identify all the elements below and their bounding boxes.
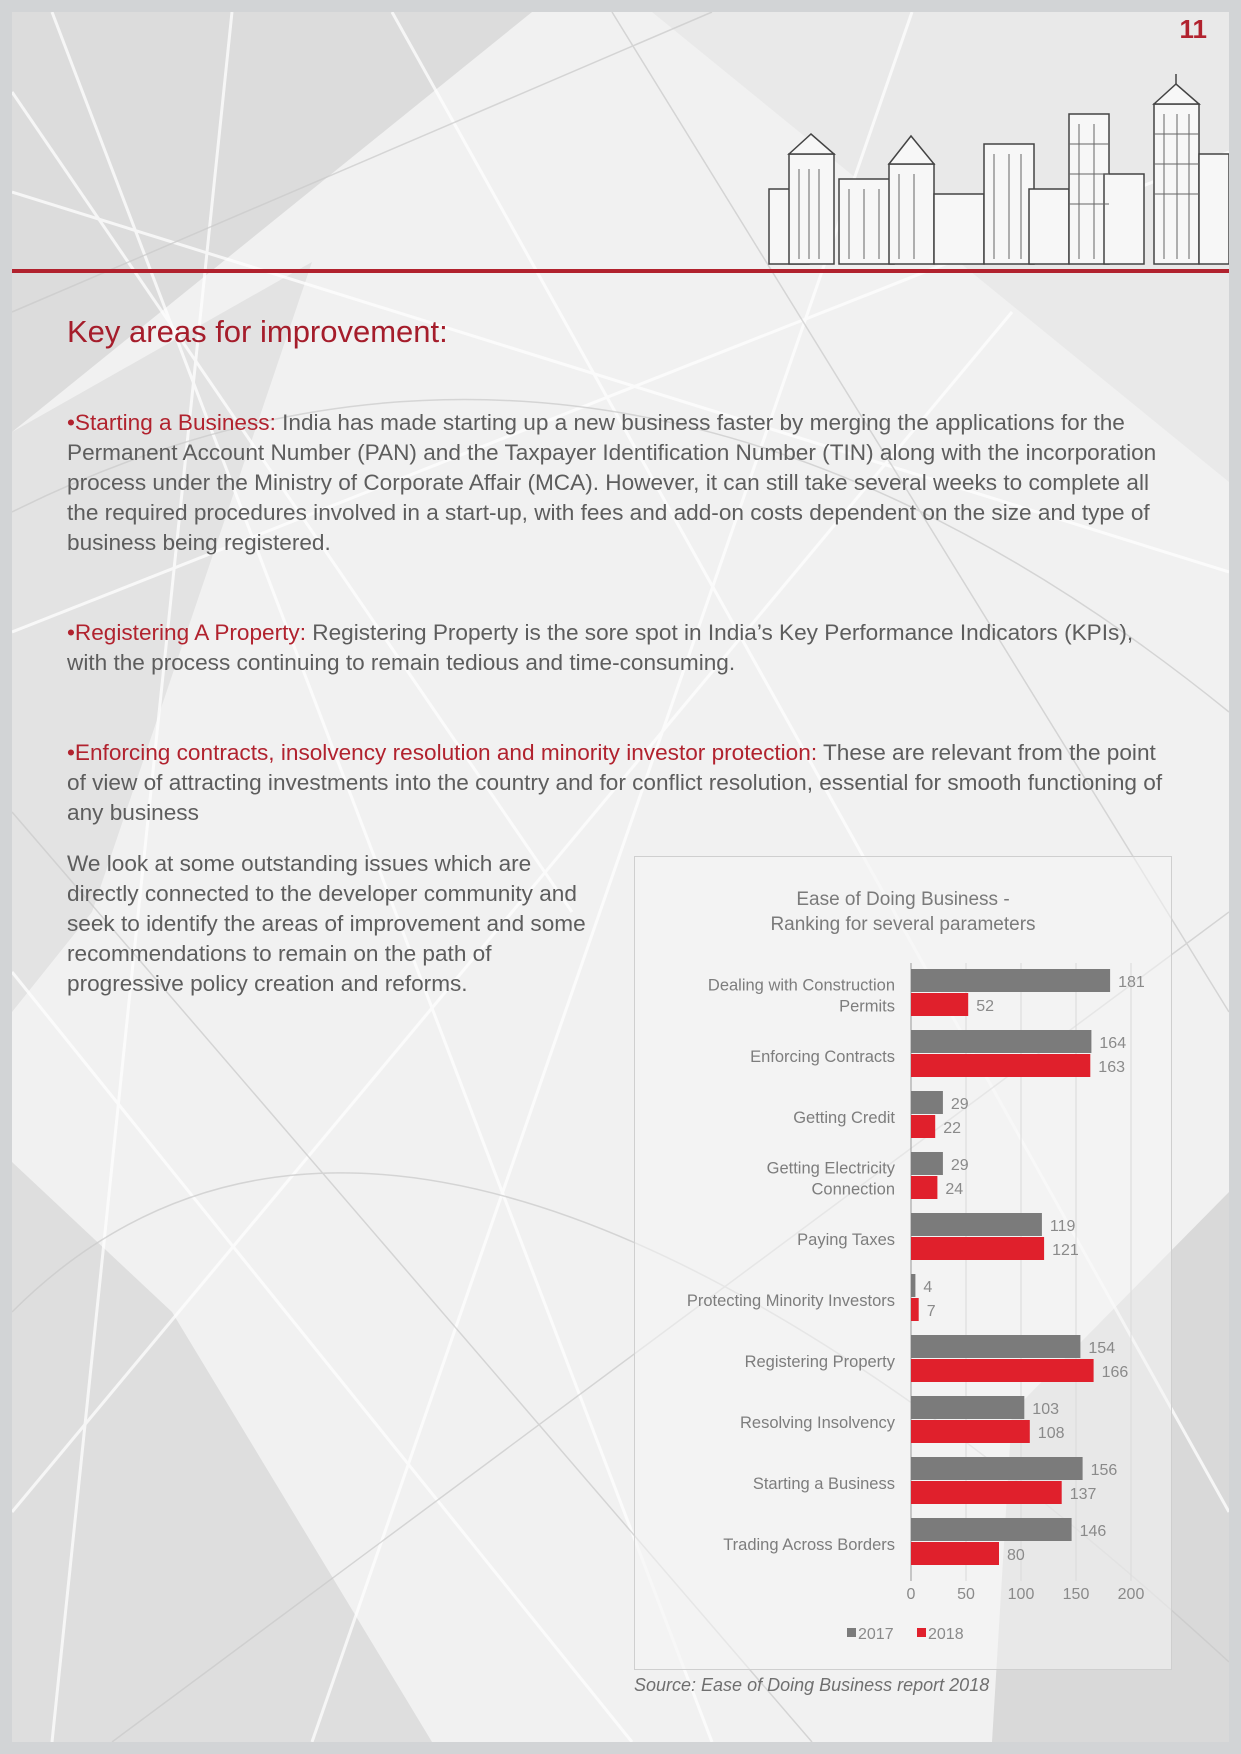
category-label: Getting Electricity Connection — [766, 1159, 895, 1199]
bar-2018 — [911, 1237, 1044, 1260]
data-label-2018: 108 — [1037, 1425, 1065, 1442]
category-label: Getting Credit — [793, 1109, 895, 1127]
bullet-title: •Starting a Business: — [67, 410, 276, 435]
data-label-2018: 121 — [1052, 1242, 1079, 1259]
header-divider — [12, 269, 1229, 273]
bar-2017 — [911, 1274, 915, 1297]
data-label-2018: 52 — [976, 998, 994, 1015]
chart-plot — [635, 857, 1171, 1669]
bullet-text: These are relevant from the point of view of attracting investments into the country and for conflict resolution, essential for smooth functioning of any business — [67, 740, 1163, 825]
chart-title: Ease of Doing Business - — [796, 889, 1010, 910]
data-label-2017: 29 — [950, 1096, 969, 1113]
category-label: Trading Across Borders — [723, 1536, 895, 1554]
data-label-2017: 119 — [1049, 1218, 1076, 1235]
bar-2017 — [911, 1457, 1083, 1480]
bullet-text: Registering Property is the sore spot in India’s Key Performance Indicators (KPIs), with the process continuing to remain tedious and time-consuming. — [67, 620, 1134, 675]
legend-swatch-2018 — [917, 1628, 926, 1637]
bar-2017 — [911, 1030, 1091, 1053]
x-tick-label: 100 — [1007, 1586, 1035, 1603]
x-tick-label: 150 — [1062, 1586, 1090, 1603]
bar-2018 — [911, 1481, 1062, 1504]
bullet-title: •Registering A Property: — [67, 620, 306, 645]
bar-2018 — [911, 1298, 919, 1321]
intro-paragraph: We look at some outstanding issues which are directly connected to the developer community and seek to identify the areas of improvement and some recommendations to remain on the path of progressive policy creation and reforms. — [67, 851, 586, 996]
bar-2017 — [911, 1213, 1042, 1236]
bullet-enforcing-contracts — [67, 738, 1177, 828]
data-label-2017: 103 — [1032, 1401, 1060, 1418]
x-tick-label: 200 — [1117, 1586, 1145, 1603]
bullet-registering-property — [67, 618, 1177, 678]
data-label-2018: 80 — [1007, 1547, 1025, 1564]
bar-2017 — [911, 969, 1110, 992]
bar-2018 — [911, 1420, 1030, 1443]
legend-swatch-2017 — [847, 1628, 856, 1637]
category-label: Paying Taxes — [797, 1231, 895, 1249]
source-note: Source: Ease of Doing Business report 2018 — [634, 1675, 990, 1695]
category-label: Protecting Minority Investors — [686, 1292, 895, 1310]
bar-2018 — [911, 1176, 937, 1199]
x-tick-label: 50 — [957, 1586, 975, 1603]
bar-2018 — [911, 993, 968, 1016]
bar-2017 — [911, 1335, 1080, 1358]
data-label-2018: 163 — [1098, 1059, 1126, 1076]
city-skyline-sketch — [759, 74, 1229, 294]
bullet-starting-business — [67, 408, 1177, 558]
category-label: Enforcing Contracts — [750, 1048, 895, 1066]
data-label-2017: 164 — [1099, 1035, 1127, 1052]
legend-label-2018: 2018 — [928, 1626, 964, 1643]
data-label-2018: 22 — [943, 1120, 961, 1137]
bar-2017 — [911, 1152, 943, 1175]
bar-2017 — [911, 1396, 1024, 1419]
bar-2018 — [911, 1542, 999, 1565]
data-label-2018: 137 — [1069, 1486, 1097, 1503]
bullet-text: India has made starting up a new business faster by merging the applications for the Permanent Account Number (PAN) and the Taxpayer Identification Number (TIN) along with the incorporation process under the Ministry of Corporate Affair (MCA). However, it can still take several weeks to complete all the required procedures involved in a start-up, with fees and add-on costs dependent on the size and type of business being registered. — [67, 410, 1157, 555]
data-label-2018: 166 — [1101, 1364, 1129, 1381]
data-label-2018: 7 — [926, 1303, 936, 1320]
bar-2018 — [911, 1115, 935, 1138]
chart-subtitle: Ranking for several parameters — [770, 914, 1036, 935]
category-label: Dealing with Construction Permits — [707, 976, 895, 1016]
bar-2017 — [911, 1518, 1072, 1541]
bar-2017 — [911, 1091, 943, 1114]
page-number: 11 — [1179, 14, 1207, 44]
data-label-2017: 154 — [1088, 1340, 1116, 1357]
data-label-2018: 24 — [945, 1181, 964, 1198]
category-label: Resolving Insolvency — [740, 1414, 895, 1432]
legend-label-2017: 2017 — [858, 1626, 894, 1643]
data-label-2017: 4 — [923, 1279, 933, 1296]
bar-2018 — [911, 1054, 1090, 1077]
data-label-2017: 146 — [1079, 1523, 1107, 1540]
ranking-chart — [634, 856, 1172, 1670]
category-label: Starting a Business — [752, 1475, 895, 1493]
page — [12, 12, 1229, 1742]
data-label-2017: 156 — [1090, 1462, 1118, 1479]
data-label-2017: 29 — [950, 1157, 969, 1174]
bar-2018 — [911, 1359, 1094, 1382]
category-label: Registering Property — [744, 1353, 895, 1371]
data-label-2017: 181 — [1118, 974, 1145, 991]
bullet-title: •Enforcing contracts, insolvency resolution and minority investor protection: — [67, 740, 818, 765]
x-tick-label: 0 — [906, 1586, 916, 1603]
section-heading: Key areas for improvement: — [67, 314, 448, 349]
